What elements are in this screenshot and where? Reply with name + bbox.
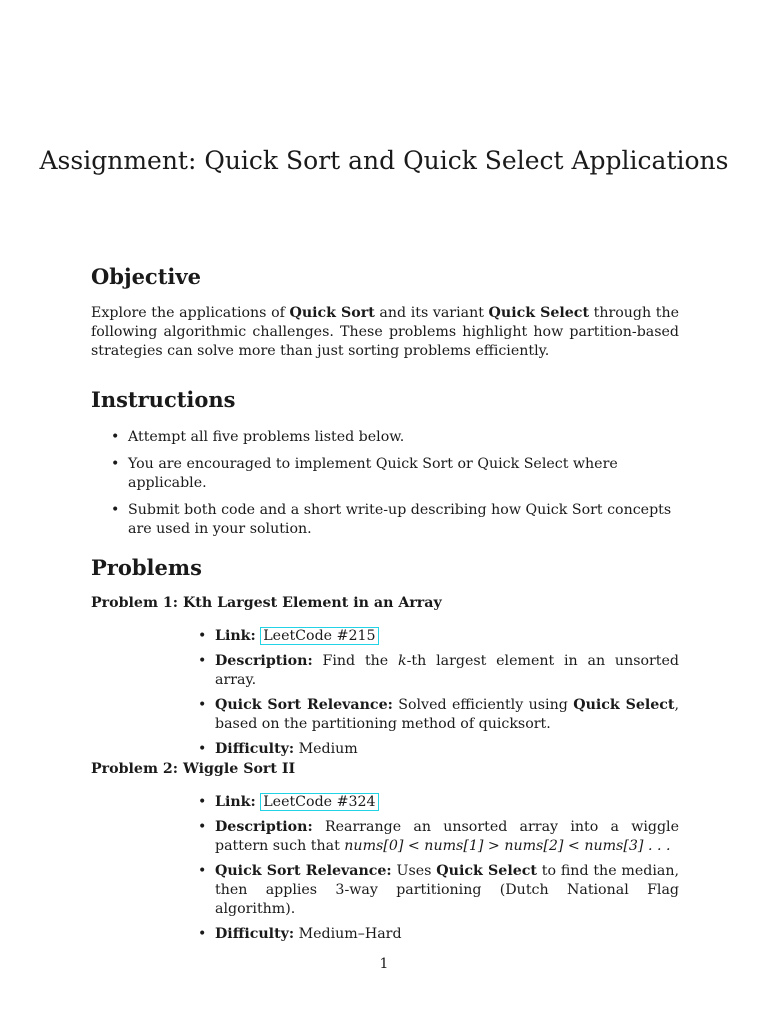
leetcode-215-link[interactable]: LeetCode #215 xyxy=(260,627,378,645)
list-item: • Description: Find the k-th largest element in an unsorted array. xyxy=(195,652,679,690)
page-number: 1 xyxy=(379,956,389,972)
list-item: • Description: Rearrange an unsorted array into a wiggle pattern such that nums[0] < nums[1] > nums[2] < nums[3] . . . xyxy=(195,818,679,856)
list-item: • Quick Sort Relevance: Uses Quick Select to find the median, then applies 3-way partitioning (Dutch National Flag algorithm). xyxy=(195,862,679,919)
objective-paragraph: Explore the applications of Quick Sort and its variant Quick Select through the following algorithmic challenges. These problems highlight how partition-based strategies can solve more than just sorting problems efficiently. xyxy=(91,305,679,359)
problems-heading: Problems xyxy=(91,555,202,580)
list-item: • Submit both code and a short write-up describing how Quick Sort concepts are used in your solution. xyxy=(108,501,679,539)
problem-1-title: Problem 1: Kth Largest Element in an Array xyxy=(91,595,442,611)
list-item: • Link: LeetCode #215 xyxy=(195,627,679,646)
list-item: • Difficulty: Medium xyxy=(195,740,679,759)
objective-heading: Objective xyxy=(91,264,201,289)
problem-2-details xyxy=(195,793,679,950)
list-item: • Attempt all five problems listed below. xyxy=(108,428,679,447)
list-item: • You are encouraged to implement Quick Sort or Quick Select where applicable. xyxy=(108,455,679,493)
problem-2-title: Problem 2: Wiggle Sort II xyxy=(91,761,296,777)
leetcode-324-link[interactable]: LeetCode #324 xyxy=(260,793,378,811)
instructions-list xyxy=(108,428,679,547)
page-title: Assignment: Quick Sort and Quick Select Applications xyxy=(39,146,729,175)
list-item: • Link: LeetCode #324 xyxy=(195,793,679,812)
list-item: • Difficulty: Medium–Hard xyxy=(195,925,679,944)
instructions-heading: Instructions xyxy=(91,387,236,412)
list-item: • Quick Sort Relevance: Solved efficiently using Quick Select, based on the partitioning method of quicksort. xyxy=(195,696,679,734)
problem-1-details xyxy=(195,627,679,765)
